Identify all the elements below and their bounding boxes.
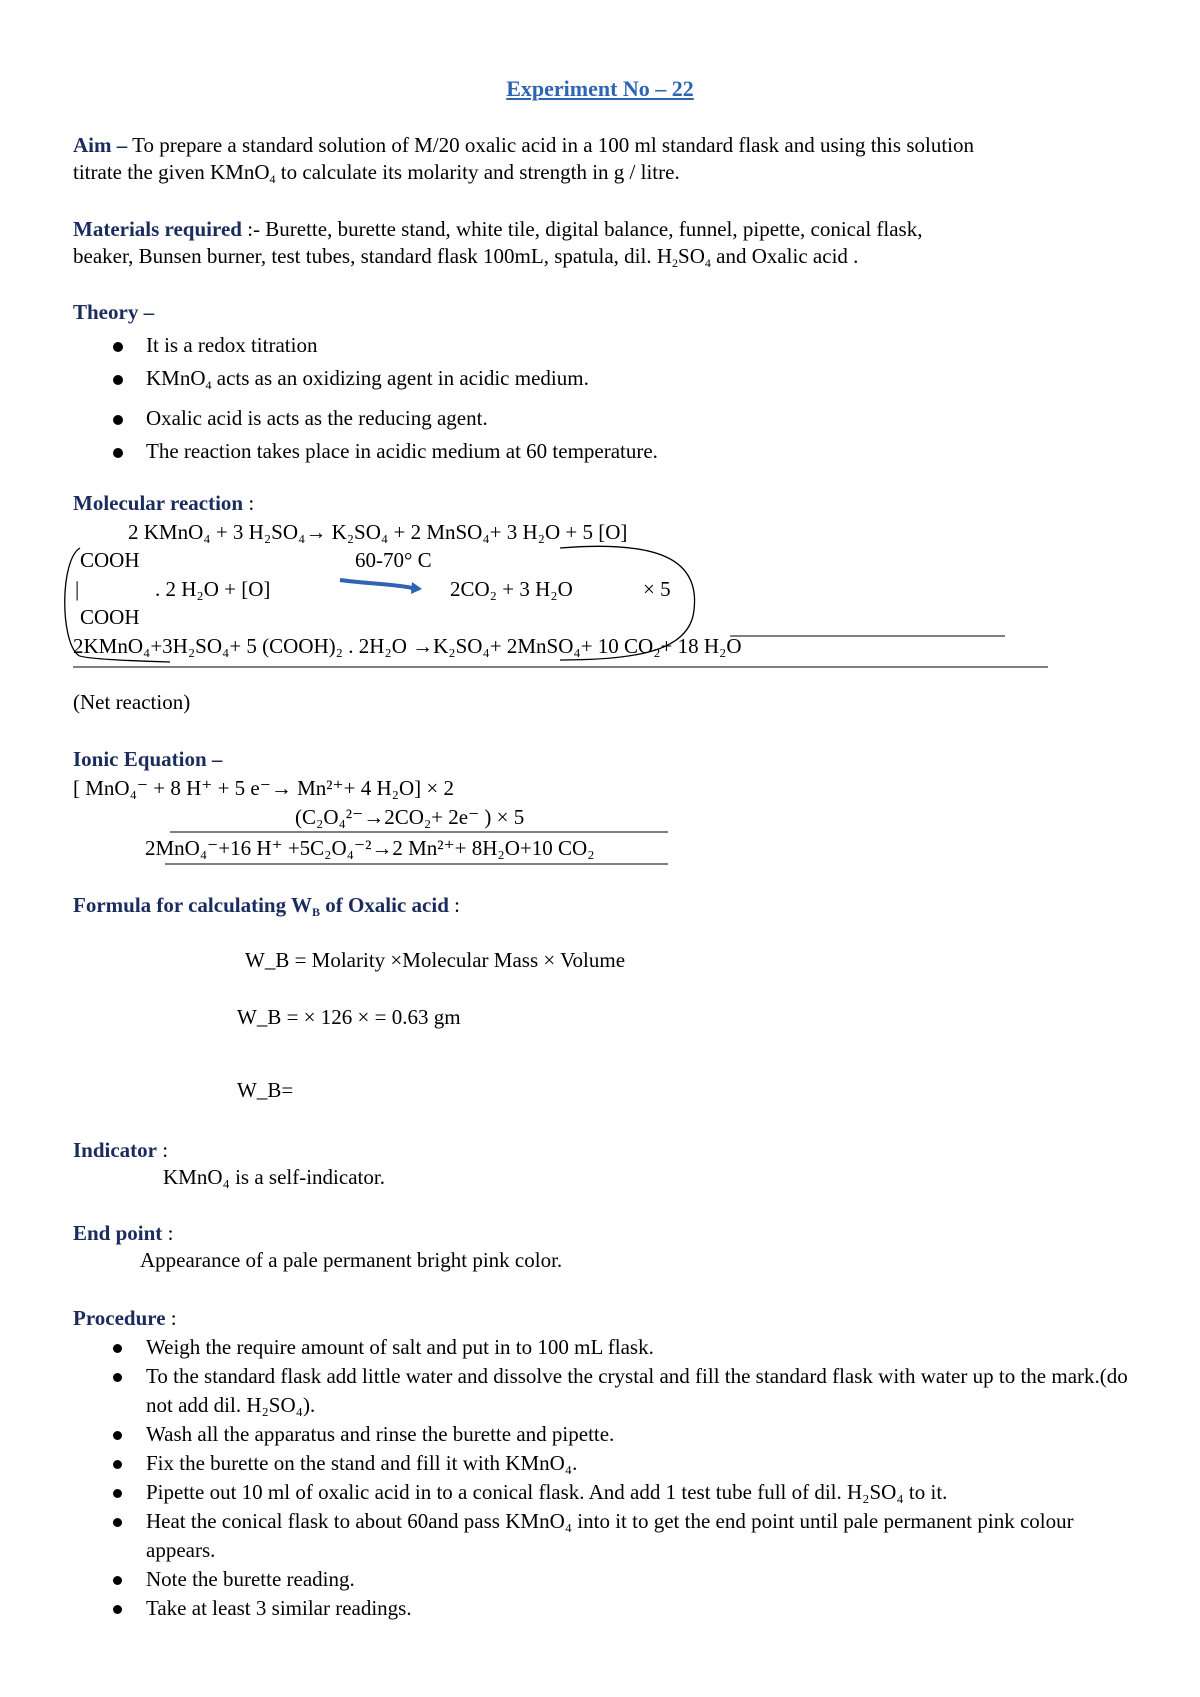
formula-label-sub: B xyxy=(311,905,320,919)
materials-sub-1: 2 xyxy=(672,256,679,270)
theory-item-text: It is a redox titration xyxy=(146,333,318,357)
temperature-label: 60-70° C xyxy=(355,548,432,572)
net-equation: 2KMnO₄+3H₂SO₄+ 5 (COOH)₂ . 2H₂O →K₂SO₄+ 2MnSO₄+ 10 CO₂+ 18 H₂O xyxy=(73,634,742,658)
formula-line-3: W_B= xyxy=(237,1078,294,1102)
materials-text-2c: and Oxalic acid . xyxy=(710,244,859,268)
formula-line-2: W_B = × 126 × = 0.63 gm xyxy=(237,1005,461,1029)
theory-kmno-sub: 4 xyxy=(205,378,212,392)
materials-label: Materials required xyxy=(73,217,242,241)
aim-text-2b: to calculate its molarity and strength in g / litre. xyxy=(275,160,680,184)
cooh-bond: | xyxy=(75,577,80,601)
ionic-equation-1: [ MnO₄⁻ + 8 H⁺ + 5 e⁻→ Mn²⁺+ 4 H₂O] × 2 xyxy=(73,776,454,800)
aim-label: Aim – xyxy=(73,133,128,157)
hand-drawn-bracket-right xyxy=(560,546,695,660)
endpoint-label: End point xyxy=(73,1221,163,1245)
materials-text-2a: beaker, Bunsen burner, test tubes, standard flask 100mL, spatula, dil. H xyxy=(73,244,673,268)
hand-drawn-bracket xyxy=(65,548,170,662)
molecular-colon: : xyxy=(243,491,255,515)
procedure-item-text: Note the burette reading. xyxy=(146,1567,355,1591)
endpoint-colon: : xyxy=(162,1221,174,1245)
procedure-item-text: Weigh the require amount of salt and put in to 100 mL flask. xyxy=(146,1335,654,1359)
aim-text-1: To prepare a standard solution of M/20 oxalic acid in a 100 ml standard flask and using this solution xyxy=(132,133,974,157)
procedure-item-text: Heat the conical flask to about 60and pass KMnO₄ into it to get the end point until pale permanent pink colour appears. xyxy=(146,1509,1074,1562)
ionic-heading: Ionic Equation – xyxy=(73,747,223,771)
theory-kmno: KMnO xyxy=(146,366,206,390)
materials-sub-2: 4 xyxy=(704,256,711,270)
procedure-item-text: Wash all the apparatus and rinse the burette and pipette. xyxy=(146,1422,615,1446)
aim-text-2a: titrate the given KMnO xyxy=(73,160,270,184)
ionic-equation-2: (C₂O₄²⁻→2CO₂+ 2e⁻ ) × 5 xyxy=(295,805,525,829)
formula-line-1: W_B = Molarity ×Molecular Mass × Volume xyxy=(245,948,626,972)
formula-colon: : xyxy=(448,893,460,917)
procedure-label: Procedure xyxy=(73,1306,166,1330)
ionic-equation-3: 2MnO₄⁻+16 H⁺ +5C₂O₄⁻²→2 Mn²⁺+ 8H₂O+10 CO₂ xyxy=(145,836,595,860)
endpoint-text: Appearance of a pale permanent bright pink color. xyxy=(140,1248,563,1272)
materials-text-2b: SO xyxy=(678,244,705,268)
procedure-item-text: Fix the burette on the stand and fill it with KMnO₄. xyxy=(146,1451,578,1475)
cooh-bottom: COOH xyxy=(80,605,140,629)
materials-text-1: :- Burette, burette stand, white tile, digital balance, funnel, pipette, conical flask, xyxy=(241,217,923,241)
theory-item-text: acts as an oxidizing agent in acidic medium. xyxy=(216,366,589,390)
molecular-equation-1: 2 KMnO₄ + 3 H₂SO₄→ K₂SO₄ + 2 MnSO₄+ 3 H₂O + 5 [O] xyxy=(128,520,628,544)
procedure-colon: : xyxy=(165,1306,177,1330)
procedure-item-text: To the standard flask add little water and dissolve the crystal and fill the standard flask with water up to the mark.(do not add dil. H₂SO₄). xyxy=(146,1364,1128,1417)
theory-heading: Theory – xyxy=(73,300,155,324)
net-reaction-label: (Net reaction) xyxy=(73,690,191,714)
molecular-label: Molecular reaction xyxy=(73,491,244,515)
times-five: × 5 xyxy=(643,577,671,601)
blue-arrow-icon xyxy=(340,580,412,588)
blue-arrowhead-icon xyxy=(411,582,422,594)
oxalic-hydrate-text: . 2 H₂O + [O] xyxy=(155,577,271,601)
indicator-colon: : xyxy=(157,1138,169,1162)
procedure-item-text: Take at least 3 similar readings. xyxy=(146,1596,412,1620)
theory-item-text: The reaction takes place in acidic medium at 60 temperature. xyxy=(146,439,658,463)
procedure-item-text: Pipette out 10 ml of oxalic acid in to a conical flask. And add 1 test tube full of dil. H₂SO₄ to it. xyxy=(146,1480,948,1504)
experiment-title: Experiment No – 22 xyxy=(506,76,694,101)
cooh-top: COOH xyxy=(80,548,140,572)
formula-label-a: Formula for calculating W xyxy=(73,893,312,917)
aim-sub: 4 xyxy=(269,172,276,186)
theory-item-text: Oxalic acid is acts as the reducing agent. xyxy=(146,406,488,430)
formula-label-b: of Oxalic acid xyxy=(319,893,449,917)
indicator-text: KMnO₄ is a self-indicator. xyxy=(163,1165,385,1189)
products-text: 2CO₂ + 3 H₂O xyxy=(450,577,573,601)
indicator-label: Indicator xyxy=(73,1138,157,1162)
